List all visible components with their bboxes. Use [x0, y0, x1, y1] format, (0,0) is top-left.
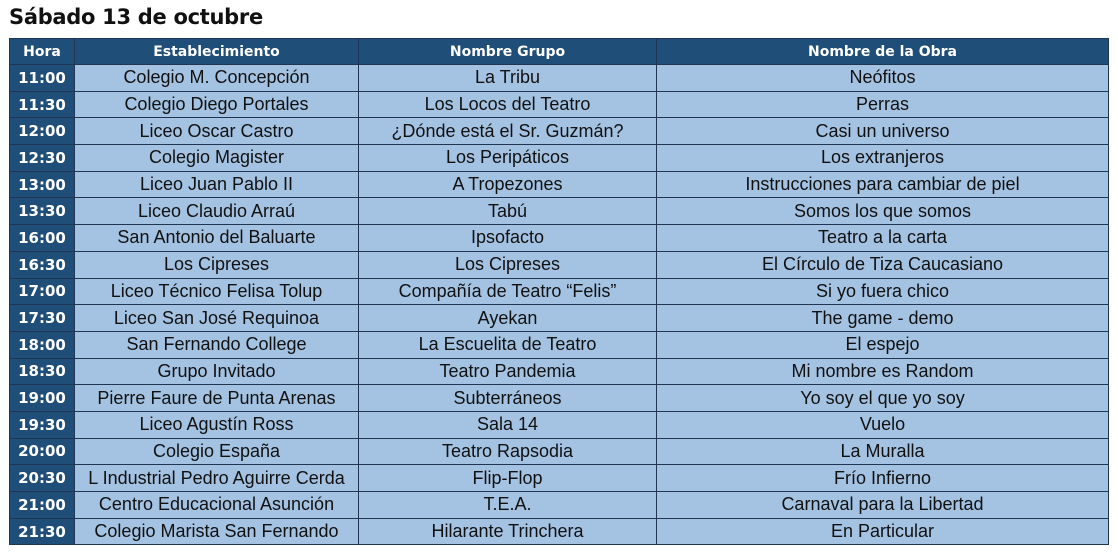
cell-nombre-obra: Neófitos	[657, 65, 1109, 92]
cell-nombre-grupo: Los Locos del Teatro	[359, 91, 657, 118]
table-row	[10, 251, 1109, 278]
table-row	[10, 118, 1109, 145]
cell-establecimiento: L Industrial Pedro Aguirre Cerda	[75, 465, 359, 492]
cell-hora: 17:30	[10, 305, 75, 332]
cell-establecimiento: Liceo Técnico Felisa Tolup	[75, 278, 359, 305]
cell-hora: 18:00	[10, 331, 75, 358]
cell-nombre-obra: Vuelo	[657, 411, 1109, 438]
cell-hora: 12:00	[10, 118, 75, 145]
cell-nombre-grupo: Hilarante Trinchera	[359, 518, 657, 545]
header-hora: Hora	[10, 39, 75, 65]
cell-hora: 17:00	[10, 278, 75, 305]
cell-establecimiento: Pierre Faure de Punta Arenas	[75, 385, 359, 412]
cell-nombre-obra: Teatro a la carta	[657, 225, 1109, 252]
header-establecimiento: Establecimiento	[75, 39, 359, 65]
cell-hora: 21:30	[10, 518, 75, 545]
cell-hora: 19:30	[10, 411, 75, 438]
cell-establecimiento: Liceo Agustín Ross	[75, 411, 359, 438]
cell-nombre-grupo: Compañía de Teatro “Felis”	[359, 278, 657, 305]
cell-hora: 18:30	[10, 358, 75, 385]
cell-nombre-obra: Mi nombre es Random	[657, 358, 1109, 385]
cell-hora: 20:00	[10, 438, 75, 465]
cell-nombre-grupo: Teatro Pandemia	[359, 358, 657, 385]
table-row	[10, 438, 1109, 465]
cell-nombre-grupo: Ipsofacto	[359, 225, 657, 252]
cell-nombre-grupo: La Escuelita de Teatro	[359, 331, 657, 358]
cell-establecimiento: Liceo Oscar Castro	[75, 118, 359, 145]
cell-nombre-grupo: Los Peripáticos	[359, 145, 657, 172]
cell-establecimiento: Liceo Juan Pablo II	[75, 171, 359, 198]
table-row	[10, 385, 1109, 412]
cell-nombre-obra: La Muralla	[657, 438, 1109, 465]
cell-nombre-grupo: Sala 14	[359, 411, 657, 438]
cell-hora: 19:00	[10, 385, 75, 412]
cell-establecimiento: Liceo Claudio Arraú	[75, 198, 359, 225]
cell-nombre-obra: Instrucciones para cambiar de piel	[657, 171, 1109, 198]
cell-establecimiento: Colegio M. Concepción	[75, 65, 359, 92]
page-title: Sábado 13 de octubre	[9, 5, 263, 29]
cell-hora: 13:00	[10, 171, 75, 198]
cell-nombre-obra: Si yo fuera chico	[657, 278, 1109, 305]
schedule-body	[10, 65, 1109, 545]
cell-establecimiento: Liceo San José Requinoa	[75, 305, 359, 332]
cell-establecimiento: Colegio España	[75, 438, 359, 465]
cell-nombre-obra: Somos los que somos	[657, 198, 1109, 225]
cell-nombre-obra: The game - demo	[657, 305, 1109, 332]
cell-establecimiento: San Antonio del Baluarte	[75, 225, 359, 252]
table-row	[10, 465, 1109, 492]
cell-nombre-grupo: Subterráneos	[359, 385, 657, 412]
cell-nombre-obra: Frío Infierno	[657, 465, 1109, 492]
cell-nombre-obra: Carnaval para la Libertad	[657, 492, 1109, 519]
header-nombre-obra: Nombre de la Obra	[657, 39, 1109, 65]
cell-nombre-obra: El espejo	[657, 331, 1109, 358]
cell-nombre-grupo: Teatro Rapsodia	[359, 438, 657, 465]
cell-nombre-obra: Perras	[657, 91, 1109, 118]
table-row	[10, 198, 1109, 225]
cell-nombre-obra: En Particular	[657, 518, 1109, 545]
table-row	[10, 518, 1109, 545]
cell-hora: 12:30	[10, 145, 75, 172]
cell-nombre-obra: Casi un universo	[657, 118, 1109, 145]
cell-establecimiento: Colegio Marista San Fernando	[75, 518, 359, 545]
cell-nombre-grupo: La Tribu	[359, 65, 657, 92]
cell-establecimiento: Colegio Diego Portales	[75, 91, 359, 118]
cell-nombre-grupo: ¿Dónde está el Sr. Guzmán?	[359, 118, 657, 145]
cell-hora: 16:30	[10, 251, 75, 278]
cell-establecimiento: Centro Educacional Asunción	[75, 492, 359, 519]
cell-establecimiento: Los Cipreses	[75, 251, 359, 278]
table-row	[10, 411, 1109, 438]
cell-hora: 21:00	[10, 492, 75, 519]
table-row	[10, 171, 1109, 198]
cell-nombre-obra: Los extranjeros	[657, 145, 1109, 172]
header-nombre-grupo: Nombre Grupo	[359, 39, 657, 65]
table-row	[10, 145, 1109, 172]
table-row	[10, 65, 1109, 92]
table-row	[10, 492, 1109, 519]
table-row	[10, 225, 1109, 252]
cell-hora: 11:30	[10, 91, 75, 118]
cell-hora: 20:30	[10, 465, 75, 492]
table-row	[10, 91, 1109, 118]
cell-hora: 11:00	[10, 65, 75, 92]
cell-nombre-grupo: A Tropezones	[359, 171, 657, 198]
cell-nombre-obra: Yo soy el que yo soy	[657, 385, 1109, 412]
schedule-table	[9, 38, 1109, 545]
cell-nombre-obra: El Círculo de Tiza Caucasiano	[657, 251, 1109, 278]
cell-nombre-grupo: Flip-Flop	[359, 465, 657, 492]
header-row	[10, 39, 1109, 65]
cell-establecimiento: San Fernando College	[75, 331, 359, 358]
cell-hora: 16:00	[10, 225, 75, 252]
table-row	[10, 358, 1109, 385]
table-row	[10, 331, 1109, 358]
table-row	[10, 305, 1109, 332]
cell-nombre-grupo: T.E.A.	[359, 492, 657, 519]
cell-hora: 13:30	[10, 198, 75, 225]
cell-nombre-grupo: Tabú	[359, 198, 657, 225]
cell-nombre-grupo: Ayekan	[359, 305, 657, 332]
cell-nombre-grupo: Los Cipreses	[359, 251, 657, 278]
cell-establecimiento: Colegio Magister	[75, 145, 359, 172]
table-row	[10, 278, 1109, 305]
cell-establecimiento: Grupo Invitado	[75, 358, 359, 385]
